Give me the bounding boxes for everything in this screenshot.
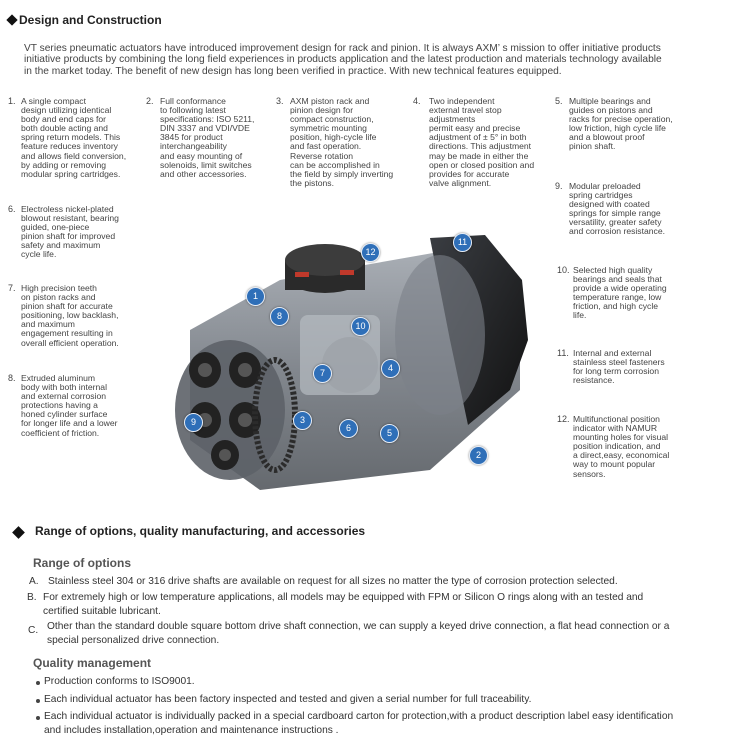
feature-line: the field by simply inverting bbox=[290, 168, 394, 179]
feature-line: 3845 for product bbox=[160, 132, 223, 143]
callout-badge-4: 4 bbox=[381, 359, 400, 378]
feature-line: a direct,easy, economical bbox=[573, 450, 670, 461]
feature-line: racks for precise operation, bbox=[569, 114, 673, 125]
feature-line: pinion shaft for improved bbox=[21, 231, 116, 242]
bullet-dot-icon bbox=[36, 699, 40, 703]
feature-line: and corrosion resistance. bbox=[569, 226, 666, 237]
quality-line: Each individual actuator is individually packed in a special cardboard carton for protection,with a product description label easy identification bbox=[44, 711, 674, 722]
option-line: Stainless steel 304 or 316 drive shafts are available on request for all sizes no matter the type of corrosion protection selected. bbox=[48, 576, 618, 587]
feature-line: versatility, greater safety bbox=[569, 217, 662, 228]
feature-line: provides for accurate bbox=[429, 168, 510, 179]
feature-line: sensors. bbox=[573, 468, 606, 479]
feature-line: Reverse rotation bbox=[290, 150, 354, 161]
feature-line: adjustments bbox=[429, 114, 476, 125]
quality-line: and includes installation,operation and maintenance instructions . bbox=[44, 725, 339, 736]
option-letter: A. bbox=[29, 576, 39, 587]
feature-line: Full conformance bbox=[160, 96, 226, 106]
callout-badge-5: 5 bbox=[380, 424, 399, 443]
feature-line: A single compact bbox=[21, 96, 86, 106]
feature-line: and allows field conversion, bbox=[21, 150, 127, 161]
feature-line: guided, one-piece bbox=[21, 222, 90, 233]
feature-number: 3. bbox=[276, 96, 284, 106]
feature-line: valve alignment. bbox=[429, 177, 492, 188]
feature-line: Two independent bbox=[429, 96, 495, 106]
feature-line: mounting holes for visual bbox=[573, 432, 669, 443]
feature-line: modular spring cartridges. bbox=[21, 168, 121, 179]
feature-line: Multifunctional position bbox=[573, 414, 660, 424]
feature-line: indicator with NAMUR bbox=[573, 423, 658, 434]
feature-line: resistance. bbox=[573, 375, 615, 386]
feature-line: and external corrosion bbox=[21, 391, 107, 402]
section-title-design: Design and Construction bbox=[19, 13, 162, 27]
diamond-bullet-icon bbox=[12, 526, 25, 539]
feature-line: friction, and high cycle bbox=[573, 301, 659, 312]
feature-line: compact construction, bbox=[290, 114, 374, 125]
feature-line: on piston racks and bbox=[21, 292, 96, 303]
feature-line: designed with coated bbox=[569, 199, 650, 210]
feature-line: Electroless nickel-plated bbox=[21, 204, 114, 214]
feature-line: spring cartridges bbox=[569, 190, 633, 201]
feature-line: symmetric mounting bbox=[290, 123, 367, 134]
feature-line: overall efficient operation. bbox=[21, 337, 119, 348]
callout-badge-8: 8 bbox=[270, 307, 289, 326]
feature-number: 6. bbox=[8, 204, 16, 214]
feature-line: specifications: ISO 5211, bbox=[160, 114, 255, 125]
feature-line: for long term corrosion bbox=[573, 366, 659, 377]
intro-line: in the market today. The benefit of new design has long been verified in practice. With new technical features equipped. bbox=[24, 65, 562, 77]
callout-badge-12: 12 bbox=[361, 243, 380, 262]
feature-number: 5. bbox=[555, 96, 563, 106]
feature-line: and maximum bbox=[21, 319, 75, 330]
bullet-dot-icon bbox=[36, 681, 40, 685]
feature-line: way to mount popular bbox=[573, 459, 656, 470]
feature-line: bearings and seals that bbox=[573, 274, 662, 285]
feature-number: 7. bbox=[8, 283, 16, 293]
feature-number: 10. bbox=[557, 265, 570, 275]
feature-line: and fast operation. bbox=[290, 141, 362, 152]
feature-line: open or closed position and bbox=[429, 159, 535, 170]
option-letter: B. bbox=[27, 592, 37, 603]
feature-line: temperature range, low bbox=[573, 292, 662, 303]
quality-management-heading: Quality management bbox=[33, 656, 152, 670]
feature-line: the pistons. bbox=[290, 177, 334, 188]
callout-badge-7: 7 bbox=[313, 364, 332, 383]
callout-badge-6: 6 bbox=[339, 419, 358, 438]
feature-line: cycle life. bbox=[21, 249, 57, 260]
feature-line: spring return models. This bbox=[21, 132, 121, 143]
feature-line: life. bbox=[573, 310, 587, 321]
actuator-cutaway-illustration bbox=[150, 220, 540, 510]
feature-line: and a blowout proof bbox=[569, 132, 645, 143]
feature-line: honed cylinder surface bbox=[21, 409, 108, 420]
feature-line: engagement resulting in bbox=[21, 328, 113, 339]
callout-badge-2: 2 bbox=[469, 446, 488, 465]
callout-badge-11: 11 bbox=[453, 233, 472, 252]
feature-line: AXM piston rack and bbox=[290, 96, 370, 106]
feature-line: and other accessories. bbox=[160, 168, 247, 179]
feature-line: design utilizing identical bbox=[21, 105, 112, 116]
feature-number: 12. bbox=[557, 414, 570, 424]
feature-line: DIN 3337 and VDI/VDE bbox=[160, 123, 250, 134]
feature-line: interchangeability bbox=[160, 141, 227, 152]
feature-line: can be accomplished in bbox=[290, 159, 380, 170]
feature-line: by adding or removing bbox=[21, 159, 107, 170]
feature-line: position indication, and bbox=[573, 441, 661, 452]
feature-number: 4. bbox=[413, 96, 421, 106]
feature-line: for longer life and a lower bbox=[21, 418, 118, 429]
feature-line: solenoids, limit switches bbox=[160, 159, 252, 170]
feature-line: pinion design for bbox=[290, 105, 354, 116]
diamond-bullet-icon bbox=[6, 14, 17, 25]
quality-line: Each individual actuator has been factory inspected and tested and given a serial number for full traceability. bbox=[44, 694, 532, 705]
feature-number: 8. bbox=[8, 373, 16, 383]
feature-line: coefficient of friction. bbox=[21, 427, 100, 438]
callout-badge-3: 3 bbox=[293, 411, 312, 430]
feature-number: 11. bbox=[557, 348, 569, 358]
feature-line: Modular preloaded bbox=[569, 181, 641, 191]
feature-line: position, high-cycle life bbox=[290, 132, 377, 143]
feature-line: provide a wide operating bbox=[573, 283, 667, 294]
callout-badge-9: 9 bbox=[184, 413, 203, 432]
feature-line: feature reduces inventory bbox=[21, 141, 118, 152]
feature-line: protections having a bbox=[21, 400, 98, 411]
callout-badge-10: 10 bbox=[351, 317, 370, 336]
feature-line: body with both internal bbox=[21, 382, 107, 393]
feature-line: to following latest bbox=[160, 105, 226, 116]
section-title-options: Range of options, quality manufacturing, and accessories bbox=[35, 524, 366, 538]
feature-line: body and end caps for bbox=[21, 114, 107, 125]
intro-line: initiative products by combining the long field experiences in products application and the latest production and materials technology available bbox=[24, 54, 662, 66]
feature-line: High precision teeth bbox=[21, 283, 97, 293]
option-line: Other than the standard double square bottom drive shaft connection, we can supply a keyed drive connection, a flat head connection or a bbox=[47, 621, 670, 632]
feature-line: safety and maximum bbox=[21, 240, 101, 251]
feature-number: 9. bbox=[555, 181, 563, 191]
quality-line: Production conforms to ISO9001. bbox=[44, 676, 195, 687]
bullet-dot-icon bbox=[36, 716, 40, 720]
feature-number: 1. bbox=[8, 96, 16, 106]
option-line: special personalized drive connection. bbox=[47, 635, 220, 646]
feature-line: pinion shaft for accurate bbox=[21, 301, 113, 312]
feature-line: Extruded aluminum bbox=[21, 373, 96, 383]
feature-line: positioning, low backlash, bbox=[21, 310, 119, 321]
option-line: For extremely high or low temperature applications, all models may be equipped with FPM or Silicon O rings along with an tested and bbox=[43, 592, 644, 603]
intro-paragraph bbox=[24, 43, 724, 77]
option-letter: C. bbox=[28, 625, 39, 636]
feature-line: stainless steel fasteners bbox=[573, 357, 665, 368]
range-of-options-heading: Range of options bbox=[33, 556, 131, 570]
intro-line: VT series pneumatic actuators have introduced improvement design for rack and pinion. It is always AXM’ s mission to offer initiative products bbox=[24, 43, 661, 54]
feature-line: directions. This adjustment bbox=[429, 141, 532, 152]
feature-line: Selected high quality bbox=[573, 265, 653, 275]
feature-line: low friction, high cycle life bbox=[569, 123, 666, 134]
feature-line: springs for simple range bbox=[569, 208, 661, 219]
callout-badge-1: 1 bbox=[246, 287, 265, 306]
feature-line: blowout resistant, bearing bbox=[21, 213, 119, 224]
feature-line: pinion shaft. bbox=[569, 141, 616, 152]
feature-line: external travel stop bbox=[429, 105, 502, 116]
feature-line: guides on pistons and bbox=[569, 105, 653, 116]
feature-line: Multiple bearings and bbox=[569, 96, 651, 106]
feature-line: and easy mounting of bbox=[160, 150, 243, 161]
option-line: certified suitable lubricant. bbox=[43, 606, 161, 617]
feature-line: both double acting and bbox=[21, 123, 108, 134]
feature-line: permit easy and precise bbox=[429, 123, 521, 134]
feature-line: may be made in either the bbox=[429, 150, 529, 161]
feature-number: 2. bbox=[146, 96, 154, 106]
feature-line: Internal and external bbox=[573, 348, 652, 358]
feature-line: adjustment of ± 5° in both bbox=[429, 132, 527, 143]
